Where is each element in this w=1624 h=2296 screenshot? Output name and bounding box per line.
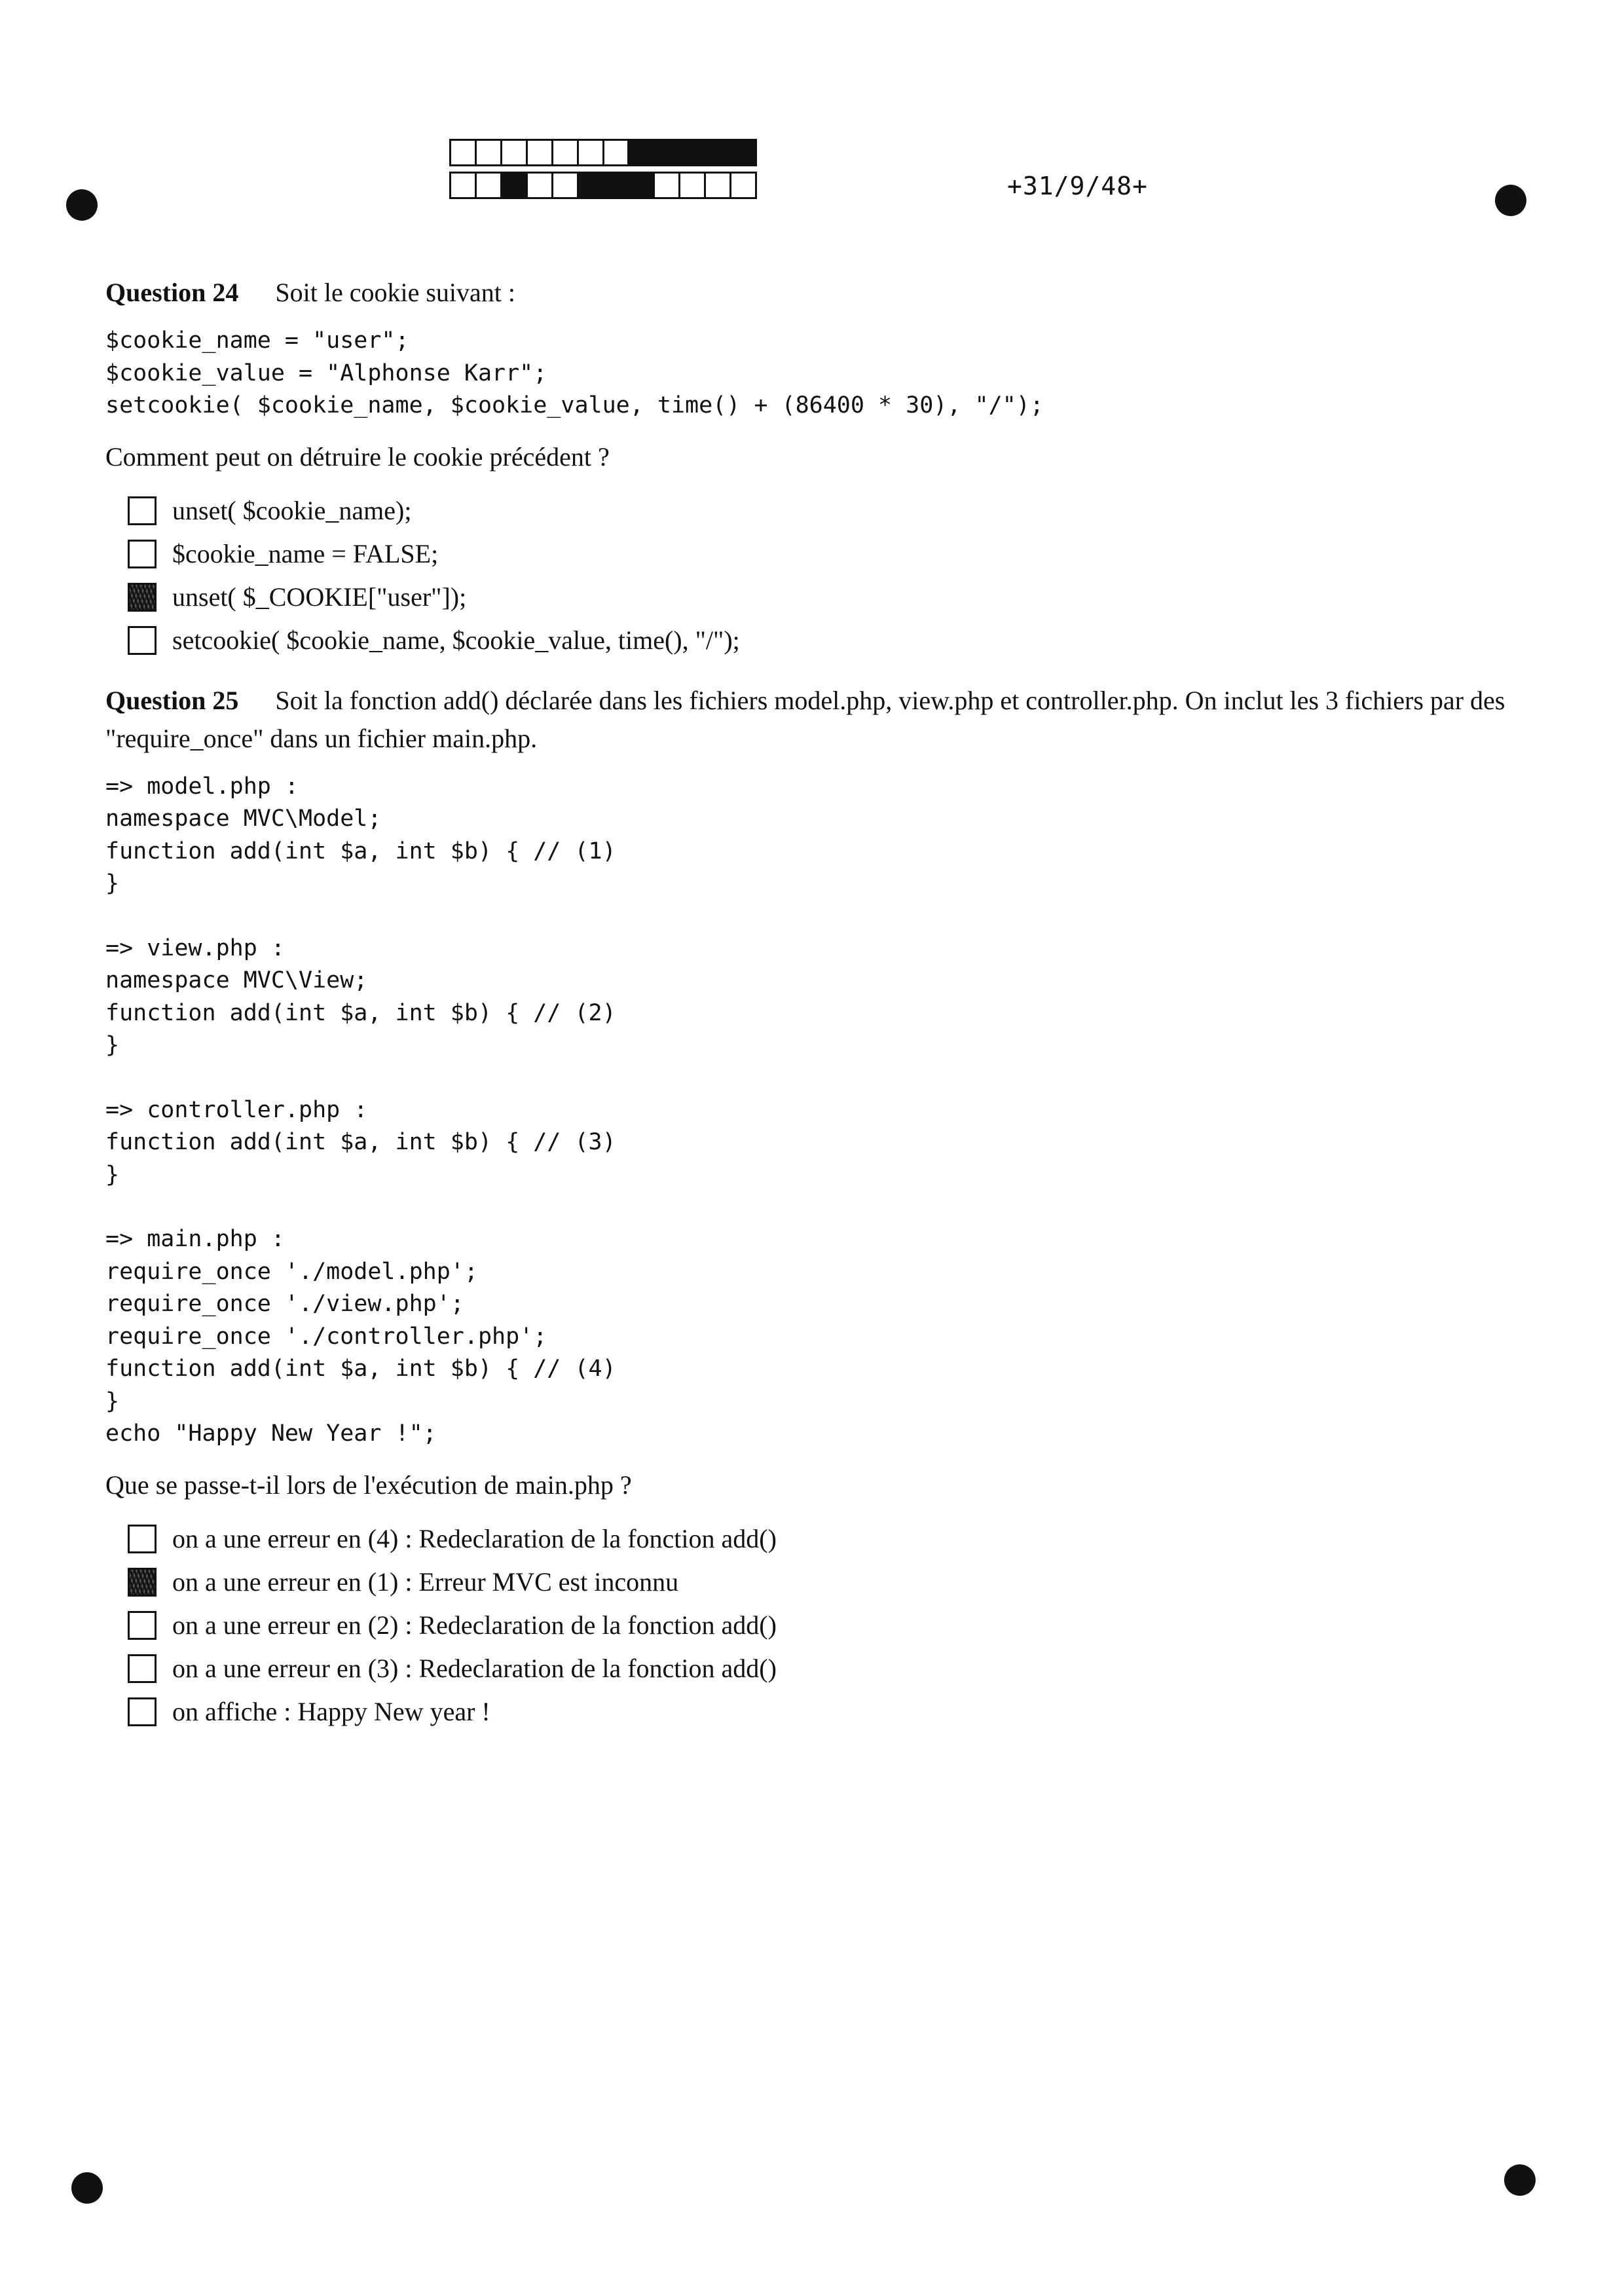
- barcode-cell: [655, 141, 680, 164]
- question-text: Soit le cookie suivant :: [275, 278, 515, 307]
- barcode-cell: [579, 174, 604, 197]
- answer-list: [105, 1517, 1507, 1733]
- barcode-cell: [553, 141, 579, 164]
- code-block-model: => model.php : namespace MVC\Model; function add(int $a, int $b) { // (1) }: [105, 773, 616, 897]
- registration-mark-top-right: [1495, 185, 1526, 216]
- barcode-cell: [731, 174, 755, 197]
- barcode-cell: [680, 174, 706, 197]
- answer-label: unset( $_COOKIE["user"]);: [172, 582, 467, 612]
- answer-option[interactable]: [128, 1561, 1507, 1604]
- answer-option[interactable]: [128, 619, 1507, 662]
- page-identifier: +31/9/48+: [1007, 172, 1148, 200]
- answer-label: on a une erreur en (4) : Redeclaration de la fonction add(): [172, 1524, 777, 1553]
- answer-option[interactable]: [128, 1604, 1507, 1647]
- question-label: Question 25: [105, 685, 239, 715]
- question-25: [105, 682, 1507, 1733]
- barcode-cell: [579, 141, 604, 164]
- barcode-cell: [680, 141, 706, 164]
- barcode-cell: [502, 174, 528, 197]
- barcode-cell: [451, 141, 477, 164]
- exam-content: [105, 274, 1507, 1733]
- checkbox[interactable]: [128, 496, 157, 525]
- barcode-cell: [477, 141, 502, 164]
- checkbox-checked[interactable]: [128, 583, 157, 612]
- answer-option[interactable]: [128, 1517, 1507, 1561]
- barcode-cell: [604, 141, 630, 164]
- checkbox[interactable]: [128, 1611, 157, 1640]
- checkbox[interactable]: [128, 1654, 157, 1683]
- answer-option[interactable]: [128, 576, 1507, 619]
- registration-mark-top-left: [66, 189, 98, 221]
- question-label: Question 24: [105, 278, 239, 307]
- barcode-cell: [604, 174, 630, 197]
- barcode-cell: [629, 174, 655, 197]
- barcode-row: [449, 139, 757, 166]
- checkbox-checked[interactable]: [128, 1568, 157, 1597]
- answer-option[interactable]: [128, 1690, 1507, 1733]
- question-24: [105, 274, 1507, 662]
- code-block-controller: => controller.php : function add(int $a, int $b) { // (3) }: [105, 1096, 616, 1188]
- checkbox[interactable]: [128, 540, 157, 568]
- question-prompt: Comment peut on détruire le cookie précédent ?: [105, 441, 610, 472]
- page-barcode: [449, 139, 757, 199]
- barcode-cell: [629, 141, 655, 164]
- question-heading: [105, 274, 1507, 312]
- barcode-row: [449, 172, 757, 199]
- barcode-cell: [706, 141, 731, 164]
- barcode-cell: [528, 141, 553, 164]
- registration-mark-bottom-left: [71, 2172, 103, 2204]
- registration-mark-bottom-right: [1504, 2164, 1536, 2196]
- code-block-view: => view.php : namespace MVC\View; function add(int $a, int $b) { // (2) }: [105, 935, 616, 1058]
- answer-option[interactable]: [128, 532, 1507, 576]
- answer-label: on a une erreur en (2) : Redeclaration de la fonction add(): [172, 1610, 777, 1640]
- answer-label: setcookie( $cookie_name, $cookie_value, time(), "/");: [172, 625, 740, 655]
- checkbox[interactable]: [128, 1697, 157, 1726]
- barcode-cell: [655, 174, 680, 197]
- answer-list: [105, 489, 1507, 662]
- barcode-cell: [706, 174, 731, 197]
- checkbox[interactable]: [128, 626, 157, 655]
- answer-label: on affiche : Happy New year !: [172, 1697, 490, 1726]
- code-block-main: => main.php : require_once './model.php'; require_once './view.php'; require_once './controller.php'; function add(int $a, int $b) { // (4) } echo "Happy New Year !";: [105, 1226, 616, 1447]
- barcode-cell: [731, 141, 755, 164]
- answer-option[interactable]: [128, 1647, 1507, 1690]
- answer-label: $cookie_name = FALSE;: [172, 539, 439, 568]
- answer-label: on a une erreur en (3) : Redeclaration de la fonction add(): [172, 1654, 777, 1683]
- answer-label: unset( $cookie_name);: [172, 496, 412, 525]
- barcode-cell: [528, 174, 553, 197]
- answer-option[interactable]: [128, 489, 1507, 532]
- barcode-cell: [553, 174, 579, 197]
- question-heading: [105, 682, 1507, 758]
- barcode-cell: [477, 174, 502, 197]
- checkbox[interactable]: [128, 1525, 157, 1553]
- question-prompt: Que se passe-t-il lors de l'exécution de main.php ?: [105, 1470, 632, 1500]
- code-block: $cookie_name = "user"; $cookie_value = "Alphonse Karr"; setcookie( $cookie_name, $cookie_value, time() + (86400 * 30), "/");: [105, 327, 1044, 418]
- barcode-cell: [502, 141, 528, 164]
- answer-label: on a une erreur en (1) : Erreur MVC est inconnu: [172, 1567, 679, 1597]
- question-text: Soit la fonction add() déclarée dans les fichiers model.php, view.php et controller.php. On inclut les 3 fichiers par des "require_once" dans un fichier main.php.: [105, 685, 1505, 753]
- barcode-cell: [451, 174, 477, 197]
